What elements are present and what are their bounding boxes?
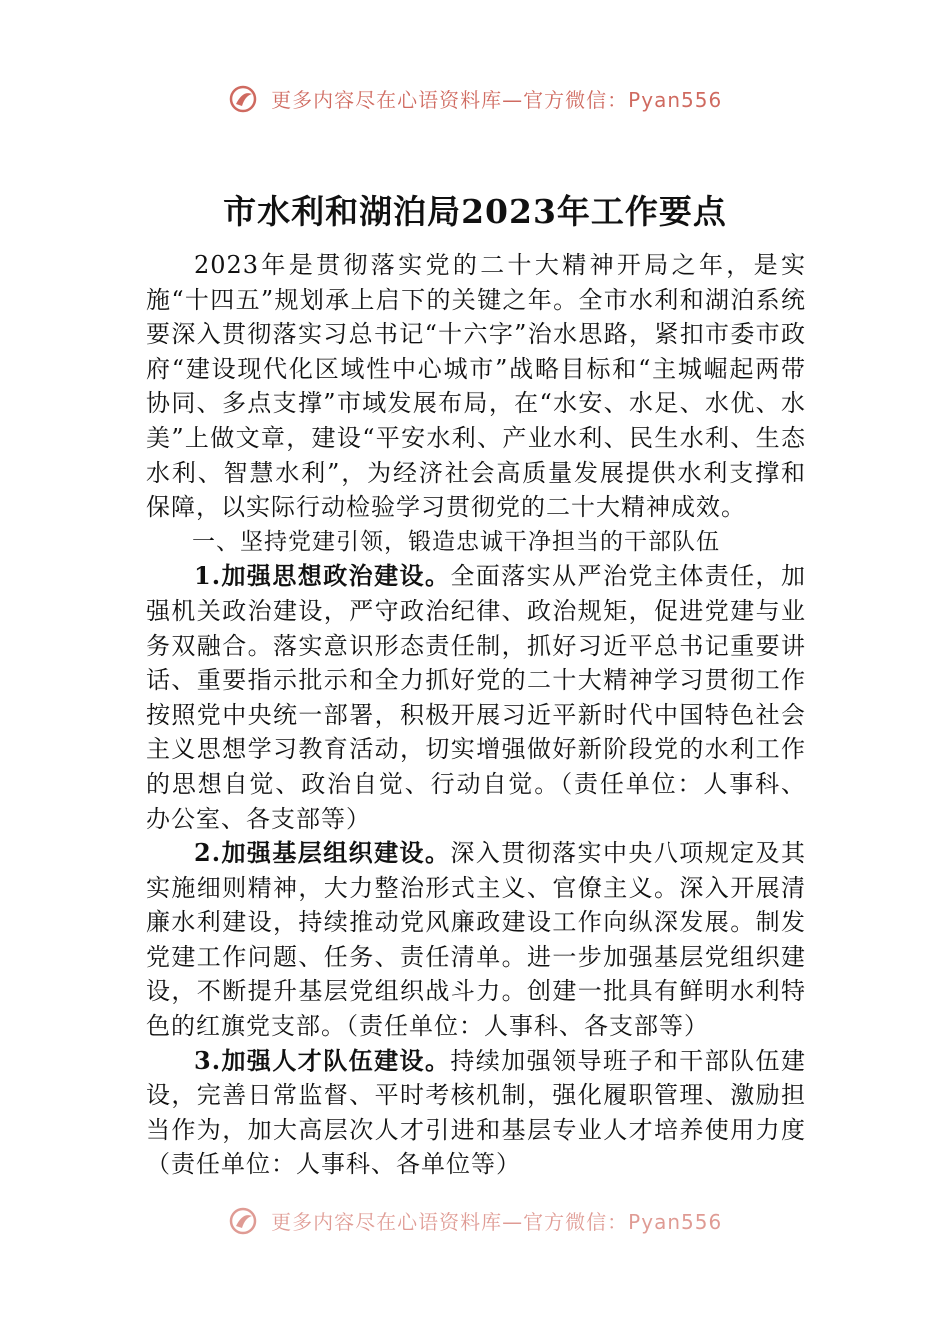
document-title: 市水利和湖泊局2023年工作要点 [223, 192, 727, 231]
swirl-logo-icon [228, 1206, 258, 1241]
watermark-text: 更多内容尽在心语资料库—官方微信：Pyan556 [271, 88, 723, 112]
swirl-logo-icon [228, 84, 258, 119]
item-paragraph-1 [146, 559, 806, 836]
item-paragraph-3 [146, 1044, 806, 1182]
item-body-3: 持续加强领导班子和干部队伍建设，完善日常监督、平时考核机制，强化履职管理、激励担当作为，加大高层次人才引进和基层专业人才培养使用力度（责任单位：人事科、各单位等） [146, 1046, 806, 1179]
watermark-footer [0, 1206, 950, 1241]
item-lead-1: 1.加强思想政治建设。 [194, 561, 451, 591]
watermark-header [0, 84, 950, 119]
item-body-1: 全面落实从严治党主体责任，加强机关政治建设，严守政治纪律、政治规矩，促进党建与业务双融合。落实意识形态责任制，抓好习近平总书记重要讲话、重要指示批示和全力抓好党的二十大精神学习贯彻工作按照党中央统一部署，积极开展习近平新时代中国特色社会主义思想学习教育活动，切实增强做好新阶段党的水利工作的思想自觉、政治自觉、行动自觉。（责任单位：人事科、办公室、各支部等） [146, 562, 806, 833]
intro-paragraph: 2023年是贯彻落实党的二十大精神开局之年，是实施“十四五”规划承上启下的关键之年。全市水利和湖泊系统要深入贯彻落实习总书记“十六字”治水思路，紧扣市委市政府“建设现代化区域性中心城市”战略目标和“主城崛起两带协同、多点支撑”市域发展布局，在“水安、水足、水优、水美”上做文章，建设“平安水利、产业水利、民生水利、生态水利、智慧水利”，为经济社会高质量发展提供水利支撑和保障，以实际行动检验学习贯彻党的二十大精神成效。 [146, 251, 806, 522]
section-heading-1: 一、坚持党建引领，锻造忠诚干净担当的干部队伍 [192, 528, 720, 555]
item-lead-3: 3.加强人才队伍建设。 [194, 1045, 451, 1075]
document-body [146, 248, 806, 1182]
item-paragraph-2 [146, 836, 806, 1044]
item-lead-2: 2.加强基层组织建设。 [194, 838, 451, 868]
watermark-text: 更多内容尽在心语资料库—官方微信：Pyan556 [271, 1210, 723, 1234]
item-body-2: 深入贯彻落实中央八项规定及其实施细则精神，大力整治形式主义、官僚主义。深入开展清廉水利建设，持续推动党风廉政建设工作向纵深发展。制发党建工作问题、任务、责任清单。进一步加强基层党组织建设，不断提升基层党组织战斗力。创建一批具有鲜明水利特色的红旗党支部。（责任单位：人事科、各支部等） [146, 839, 806, 1041]
